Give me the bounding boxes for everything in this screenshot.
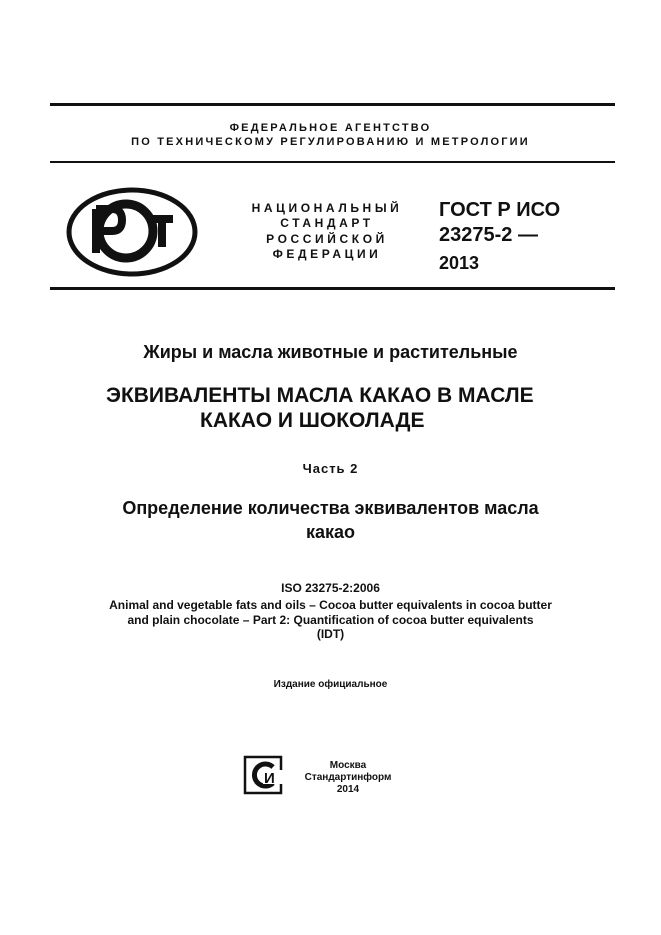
- main-title-line-1: ЭКВИВАЛЕНТЫ МАСЛА КАКАО В МАСЛЕ: [106, 384, 534, 407]
- svg-text:И: И: [264, 770, 275, 787]
- part-title-line-2: какао: [305, 522, 356, 542]
- publisher-name: Стандартинформ: [304, 772, 392, 783]
- gost-designation-line-1: ГОСТ Р ИСО: [439, 199, 561, 221]
- iso-title-line-1: Animal and vegetable fats and oils – Cocoa butter equivalents in cocoa butter: [109, 598, 552, 612]
- subject-title: Жиры и масла животные и растительные: [143, 342, 518, 362]
- national-standard-line-1: НАЦИОНАЛЬНЫЙ: [251, 201, 403, 215]
- header-rule: [50, 161, 615, 163]
- national-standard-line-3: РОССИЙСКОЙ: [266, 232, 388, 246]
- designation-rule: [50, 287, 615, 290]
- gost-designation-line-3: 2013: [439, 253, 480, 273]
- publisher-year: 2014: [336, 784, 360, 795]
- top-rule: [50, 103, 615, 106]
- agency-line-1: ФЕДЕРАЛЬНОЕ АГЕНТСТВО: [229, 122, 432, 134]
- edition-label: Издание официальное: [273, 679, 388, 690]
- national-standard-line-4: ФЕДЕРАЦИИ: [272, 247, 382, 261]
- iso-title-line-3: (IDT): [316, 627, 345, 641]
- iso-title-line-2: and plain chocolate – Part 2: Quantification of cocoa butter equivalents: [127, 613, 534, 627]
- gost-r-logo: [66, 187, 198, 277]
- iso-number: ISO 23275-2:2006: [281, 581, 380, 595]
- national-standard-line-2: СТАНДАРТ: [280, 216, 374, 230]
- part-title-line-1: Определение количества эквивалентов масла: [122, 498, 539, 518]
- main-title-line-2: КАКАО И ШОКОЛАДЕ: [200, 409, 425, 432]
- gost-designation-line-2: 23275-2 —: [439, 224, 538, 246]
- standartinform-logo: [243, 755, 289, 799]
- part-label: Часть 2: [302, 461, 359, 476]
- publisher-city: Москва: [329, 760, 367, 771]
- agency-line-2: ПО ТЕХНИЧЕСКОМУ РЕГУЛИРОВАНИЮ И МЕТРОЛОГИИ: [131, 136, 530, 148]
